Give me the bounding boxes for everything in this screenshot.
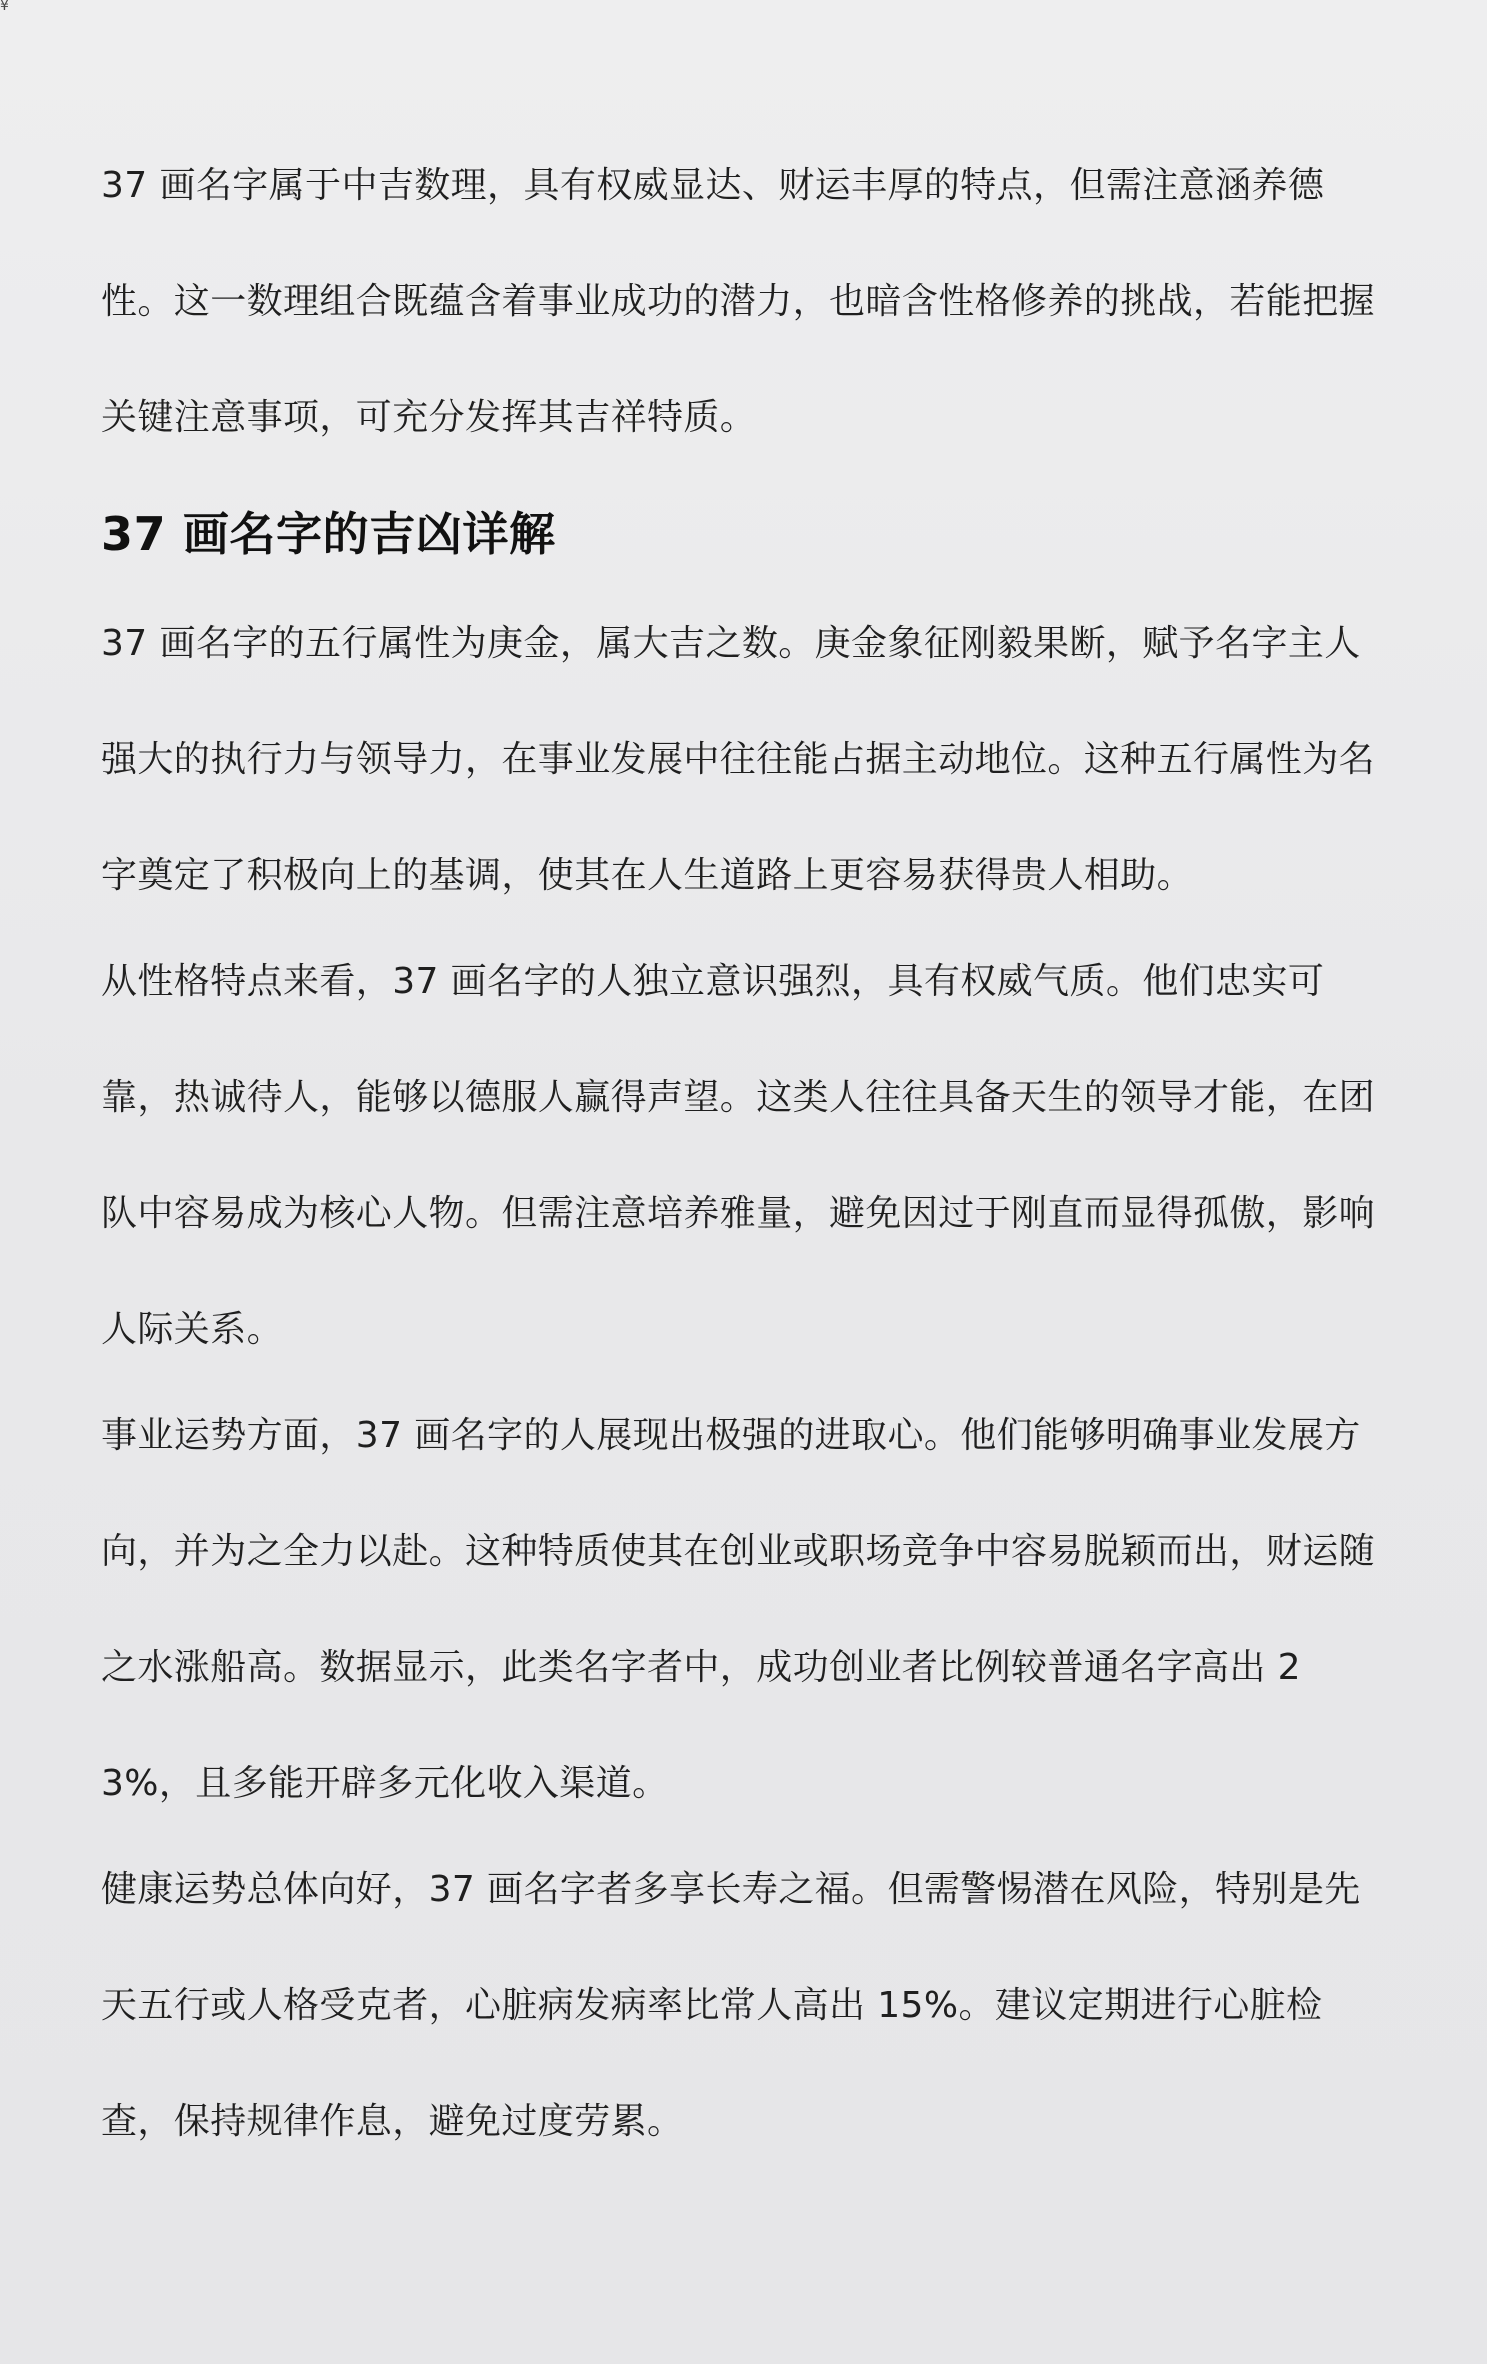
intro-paragraph: 37 画名字属于中吉数理，具有权威显达、财运丰厚的特点，但需注意涵养德性。这一数理组合既蕴含着事业成功的潜力，也暗含性格修养的挑战，若能把握关键注意事项，可充分发挥其吉祥特质。	[101, 165, 1376, 438]
paragraph-wuxing: 37 画名字的五行属性为庚金，属大吉之数。庚金象征刚毅果断，赋予名字主人强大的执行力与领导力，在事业发展中往往能占据主动地位。这种五行属性为名字奠定了积极向上的基调，使其在人生道路上更容易获得贵人相助。	[101, 623, 1376, 896]
paragraph-health: 健康运势总体向好，37 画名字者多享长寿之福。但需警惕潜在风险，特别是先天五行或人格受克者，心脏病发病率比常人高出 15%。建议定期进行心脏检查，保持规律作息，避免过度劳累。	[101, 1869, 1361, 2142]
corner-mark: ¥	[0, 0, 9, 14]
paragraph-career: 事业运势方面，37 画名字的人展现出极强的进取心。他们能够明确事业发展方向，并为之全力以赴。这种特质使其在创业或职场竞争中容易脱颖而出，财运随之水涨船高。数据显示，此类名字者中，成功创业者比例较普通名字高出 23%，且多能开辟多元化收入渠道。	[101, 1415, 1376, 1804]
paragraph-personality: 从性格特点来看，37 画名字的人独立意识强烈，具有权威气质。他们忠实可靠，热诚待人，能够以德服人赢得声望。这类人往往具备天生的领导才能，在团队中容易成为核心人物。但需注意培养雅量，避免因过于刚直而显得孤傲，影响人际关系。	[101, 961, 1376, 1350]
article-content	[101, 128, 1391, 2180]
section-title: 37 画名字的吉凶详解	[101, 507, 556, 561]
